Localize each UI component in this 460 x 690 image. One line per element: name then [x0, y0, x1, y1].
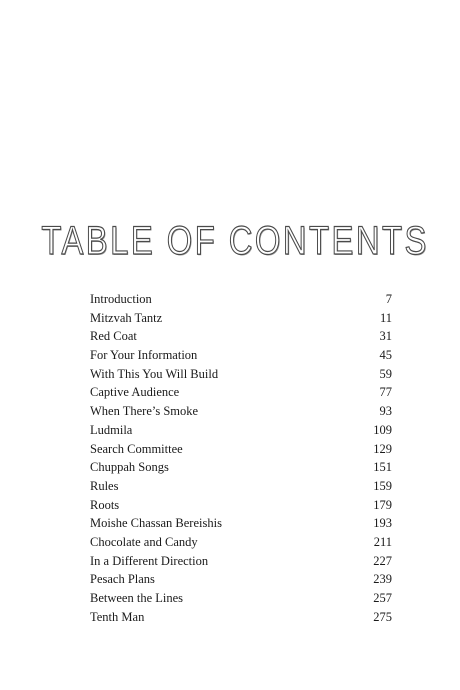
- toc-entry: [90, 309, 392, 328]
- toc-entry-page: 31: [379, 329, 392, 344]
- toc-entry-page: 275: [373, 609, 392, 624]
- toc-entry-page: 59: [379, 366, 392, 381]
- toc-entry-title: Introduction: [90, 292, 152, 306]
- toc-entry: [90, 458, 392, 477]
- toc-entry-page: 77: [379, 385, 392, 400]
- toc-entry: [90, 290, 392, 309]
- toc-entry-title: Search Committee: [90, 441, 183, 456]
- toc-entry: [90, 346, 392, 365]
- toc-entry-title: Red Coat: [90, 329, 137, 344]
- toc-entry-page: 151: [373, 460, 392, 475]
- toc-entry-title: Roots: [90, 497, 120, 512]
- toc-entry-page: 227: [373, 553, 392, 568]
- toc-entry-title: Captive Audience: [90, 385, 180, 400]
- toc-entry-title: Pesach Plans: [90, 572, 155, 587]
- toc-entry-page: 239: [373, 572, 392, 587]
- toc-entry-page: 179: [373, 497, 392, 512]
- toc-entry-title: Chuppah Songs: [90, 460, 169, 475]
- toc-entry-page: 109: [373, 422, 392, 437]
- toc-entry-title: When There’s Smoke: [90, 404, 199, 419]
- toc-entry: [90, 589, 392, 608]
- toc-entry-title: Moishe Chassan Bereishis: [90, 516, 222, 531]
- toc-entry-page: 93: [379, 404, 392, 419]
- toc-entry-title: Chocolate and Candy: [90, 534, 198, 549]
- toc-entry: [90, 327, 392, 346]
- toc-entry: [90, 608, 392, 627]
- toc-entry: [90, 365, 392, 384]
- toc-entry-page: 45: [379, 348, 392, 363]
- toc-entry-page: 159: [373, 478, 392, 493]
- toc-entry-title: Between the Lines: [90, 591, 184, 605]
- toc-entry: [90, 477, 392, 496]
- toc-entry-page: 211: [373, 534, 392, 549]
- toc-entry: [90, 421, 392, 440]
- toc-entry-title: Rules: [90, 478, 119, 493]
- toc-entry-title: Tenth Man: [90, 609, 145, 624]
- toc-entry-title: With This You Will Build: [90, 366, 219, 381]
- toc-entry: [90, 552, 392, 571]
- toc-entry-title: Ludmila: [90, 422, 133, 437]
- page-title: TABLE OF CONTENTS: [41, 218, 429, 263]
- toc-entry: [90, 570, 392, 589]
- toc-entry-title: For Your Information: [90, 348, 198, 363]
- toc-entry: [90, 440, 392, 459]
- toc-entry: [90, 496, 392, 515]
- toc-entry-page: 193: [373, 516, 392, 531]
- toc-entry: [90, 402, 392, 421]
- toc-entry-page: 129: [373, 441, 392, 456]
- toc-entry-page: 7: [385, 292, 392, 306]
- table-of-contents: [90, 290, 392, 626]
- toc-entry-title: Mitzvah Tantz: [90, 310, 163, 325]
- toc-entry-title: In a Different Direction: [90, 553, 209, 568]
- toc-entry: [90, 383, 392, 402]
- toc-entry-page: 11: [379, 310, 392, 325]
- toc-entry: [90, 533, 392, 552]
- toc-entry-page: 257: [373, 591, 392, 605]
- toc-entry: [90, 514, 392, 533]
